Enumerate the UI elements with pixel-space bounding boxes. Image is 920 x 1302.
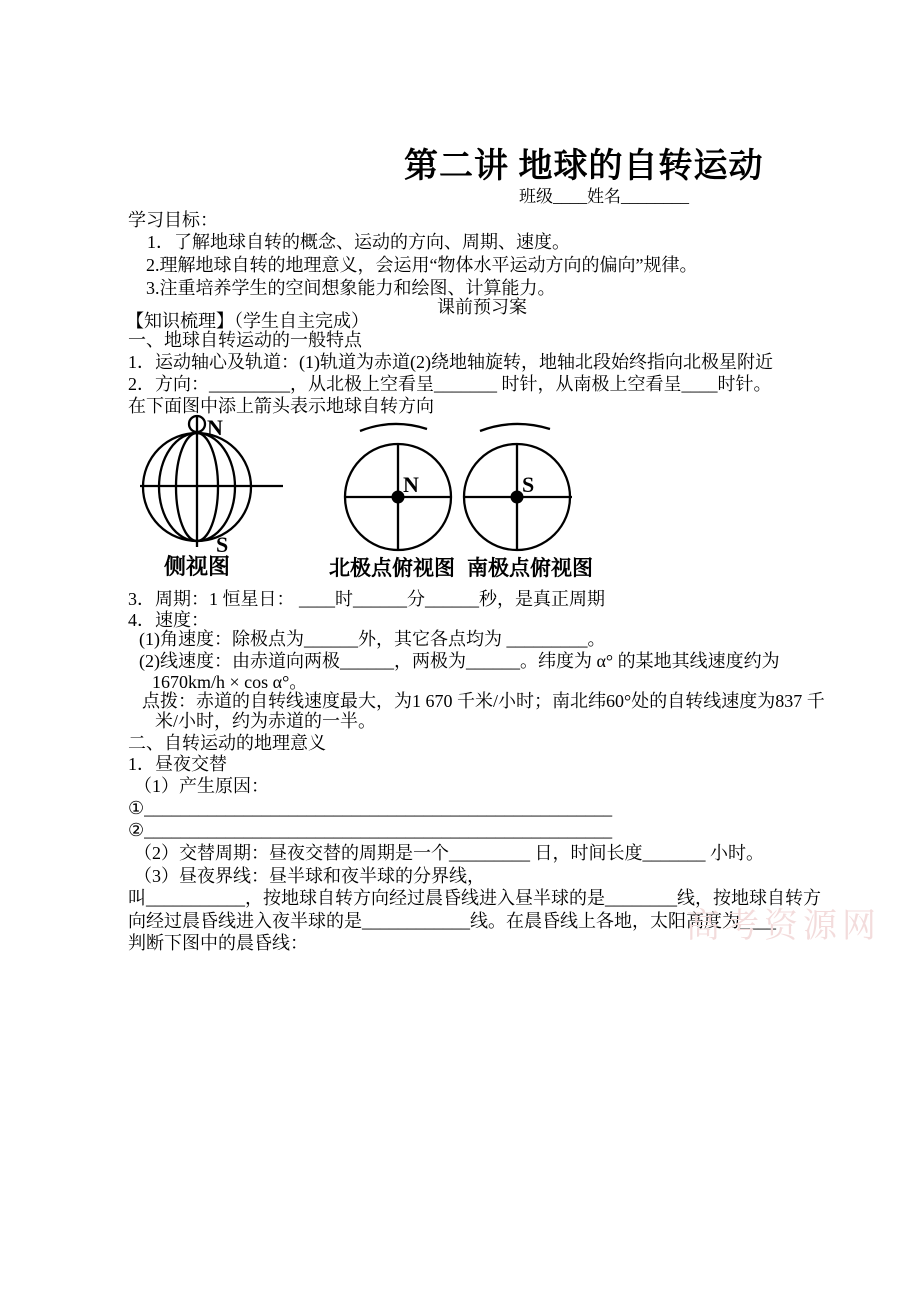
side-view-caption: 侧视图 xyxy=(163,554,231,579)
rotation-diagrams-svg xyxy=(120,414,820,582)
line-cause-blank-1: ①____________________________________________________ xyxy=(128,798,613,818)
objective-item-1: 1．了解地球自转的概念、运动的方向、周期、速度。 xyxy=(147,232,570,252)
line-speed-formula: 1670km/h × cos α°。 xyxy=(152,672,308,692)
line-boundary-called: 叫___________，按地球自转方向经过晨昏线进入昼半球的是________线，按地球自转方 xyxy=(128,888,821,908)
site-watermark: 高考资源网 xyxy=(686,908,881,945)
rotation-diagrams xyxy=(120,414,820,582)
line-period-blanks: 3．周期：1 恒星日： ____时______分______秒，是真正周期 xyxy=(128,589,605,609)
objectives-heading: 学习目标： xyxy=(128,210,218,230)
south-polar-view xyxy=(464,424,572,550)
line-angular-speed: (1)角速度：除极点为______外，其它各点均为 _________。 xyxy=(139,629,606,649)
class-name-blanks: 班级____姓名________ xyxy=(519,187,689,206)
line-direction-blanks: 2．方向：_________，从北极上空看呈_______ 时针，从南极上空看呈____时针。 xyxy=(128,374,772,394)
line-judge-terminator: 判断下图中的晨昏线： xyxy=(128,933,308,953)
north-view-caption: 北极点俯视图 xyxy=(329,556,455,580)
north-view-arc xyxy=(360,424,427,431)
line-speed-heading: 4．速度： xyxy=(128,610,209,630)
south-view-caption: 南极点俯视图 xyxy=(467,556,593,580)
line-boundary: （3）昼夜界线：昼半球和夜半球的分界线， xyxy=(134,866,485,886)
line-axis-orbit: 1．运动轴心及轨道：(1)轨道为赤道(2)绕地轴旋转，地轴北段始终指向北极星附近 xyxy=(128,352,773,372)
objective-item-2: 2.理解地球自转的地理意义，会运用“物体水平运动方向的偏向”规律。 xyxy=(146,255,698,275)
line-into-night: 向经过晨昏线进入夜半球的是____________线。在晨昏线上各地，太阳高度为____ xyxy=(128,911,776,931)
line-tip-2: 米/小时，约为赤道的一半。 xyxy=(155,711,376,731)
south-view-arc xyxy=(480,424,550,431)
side-view-north-label: N xyxy=(207,415,223,440)
side-view-south-label: S xyxy=(216,532,229,557)
knowledge-heading: 【知识梳理】（学生自主完成） xyxy=(126,311,369,331)
line-day-night: 1．昼夜交替 xyxy=(128,754,227,774)
north-pole-label: N xyxy=(403,472,419,497)
line-linear-speed: (2)线速度：由赤道向两极______，两极为______。纬度为 α° 的某地其线速度约为 xyxy=(139,651,780,671)
line-cause-heading: （1）产生原因： xyxy=(134,776,269,796)
page-title: 第二讲 地球的自转运动 xyxy=(404,148,764,185)
north-polar-view xyxy=(345,424,451,550)
line-cycle-blanks: （2）交替周期：昼夜交替的周期是一个_________ 日，时间长度_______ 小时。 xyxy=(134,843,764,863)
line-cause-blank-2: ②____________________________________________________ xyxy=(128,820,613,840)
objective-item-3: 3.注重培养学生的空间想象能力和绘图、计算能力。 xyxy=(146,278,556,298)
line-tip-1: 点拨：赤道的自转线速度最大，为1 670 千米/小时；南北纬60°处的自转线速度为837 千 xyxy=(142,691,825,711)
section-two-heading: 二、自转运动的地理意义 xyxy=(128,733,326,753)
line-draw-arrows: 在下面图中添上箭头表示地球自转方向 xyxy=(128,396,434,416)
preview-section-heading: 课前预习案 xyxy=(437,297,527,317)
section-one-heading: 一、地球自转运动的一般特点 xyxy=(128,330,362,350)
south-pole-label: S xyxy=(522,472,535,497)
